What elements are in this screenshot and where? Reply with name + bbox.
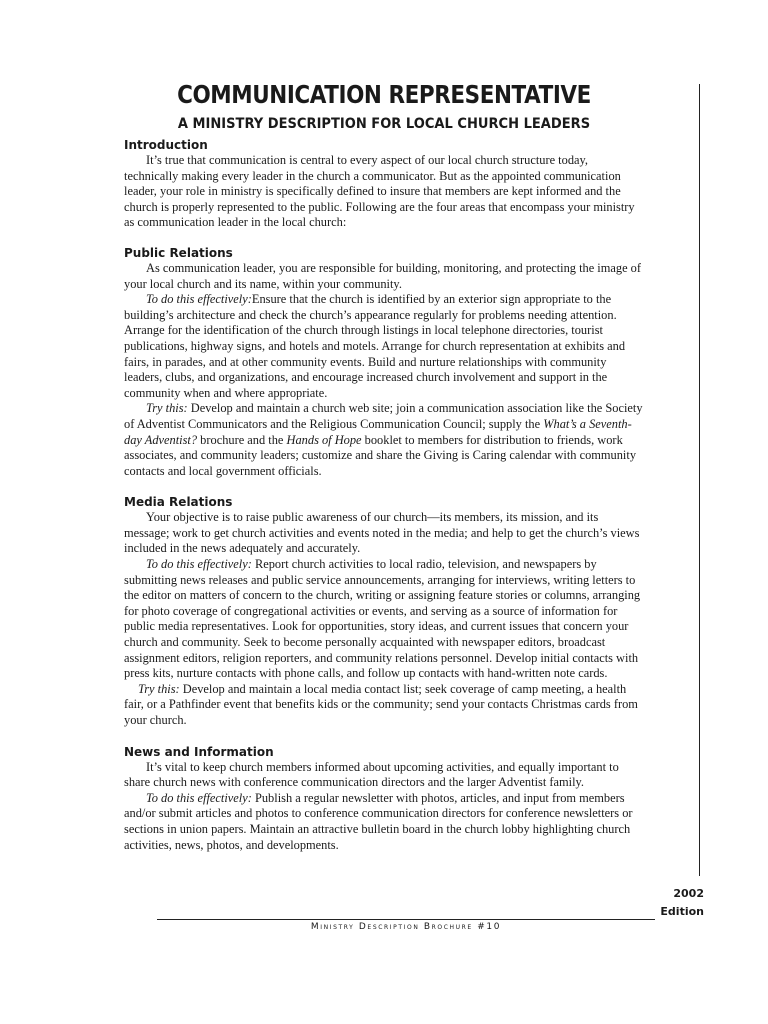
try-text: Develop and maintain a local media contact list; seek coverage of camp meeting, a health fair, or a Pathfinder event that benefits kids or the community; send your contacts Christmas cards from your church.	[124, 681, 638, 727]
booklet-title: Hands of Hope	[286, 432, 362, 447]
document-body	[124, 137, 644, 853]
edition-year: 2002	[673, 887, 704, 900]
todo-text: Ensure that the church is identified by an exterior sign appropriate to the building’s architecture and check the church’s appearance regularly for problems needing attention. Arrange for the identification of the church through listings in local telephone directories, tourist publications, highway signs, and hotels and motels. Arrange for church representation at exhibits and fairs, in parades, and at other community events. Build and nurture relationships with community leaders, clubs, and organizations, and encourage increased church involvement and support in the community when and where appropriate.	[124, 292, 626, 400]
public-relations-todo	[124, 292, 644, 401]
try-label: Try this:	[138, 681, 180, 696]
page-subtitle: A MINISTRY DESCRIPTION FOR LOCAL CHURCH LEADERS	[177, 116, 591, 132]
public-relations-intro: As communication leader, you are responsible for building, monitoring, and protecting the image of your local church and its name, within your community.	[124, 260, 642, 291]
try-text: booklet to members for distribution to friends, work associates, and community leaders; customize and share the Giving is Caring calendar with community contacts and local government officials.	[124, 432, 637, 478]
news-information-heading: News and Information	[124, 744, 274, 759]
news-information-todo	[124, 791, 644, 853]
media-relations-intro: Your objective is to raise public awareness of our church—its members, its mission, and its message; work to get church activities and events noted in the media; and help to get the church’s views included in the news adequately and accurately.	[124, 510, 640, 556]
news-information-intro: It’s vital to keep church members informed about upcoming activities, and equally important to share church news with conference communication directors and the larger Adventist family.	[124, 759, 619, 790]
media-relations-heading: Media Relations	[124, 495, 233, 510]
vertical-rule	[699, 84, 700, 876]
todo-text: Publish a regular newsletter with photos, articles, and input from members and/or submit articles and photos to conference communication directors for conference newsletters or sections in union papers. Maintain an attractive bulletin board in the church lobby highlighting church activities, news, photos, and developments.	[124, 790, 633, 852]
try-text: Develop and maintain a church web site; join a communication association like the Society of Adventist Communicators and the Religious Communication Council; supply the	[124, 401, 643, 431]
todo-label: To do this effectively:	[146, 292, 252, 307]
media-relations-todo	[124, 557, 644, 682]
introduction-text: It’s true that communication is central to every aspect of our local church structure today, technically making every leader in the church a communicator. But as the appointed communication leader, your role in ministry is specifically defined to insure that members are kept informed and the church is properly represented to the public. Following are the four areas that encompass your ministry as communication leader in the local church:	[124, 153, 635, 230]
try-label: Try this:	[146, 401, 188, 416]
todo-label: To do this effectively:	[146, 790, 252, 805]
public-relations-heading: Public Relations	[124, 245, 233, 260]
todo-label: To do this effectively:	[146, 557, 252, 572]
footer-caption: Ministry Description Brochure #10	[310, 922, 502, 932]
brochure-title: What’s a Seventh-day Adventist?	[124, 416, 632, 447]
public-relations-try	[124, 401, 644, 479]
footer-rule	[157, 919, 655, 920]
media-relations-try	[124, 682, 644, 729]
try-text: brochure and the	[197, 432, 287, 447]
edition-label: Edition	[660, 905, 704, 918]
introduction-heading: Introduction	[124, 138, 208, 152]
todo-text: Report church activities to local radio, television, and newspapers by submitting news releases and public service announcements, arranging for interviews, writing letters to the editor on matters of concern to the church, writing or assigning feature stories or columns, arranging for photo coverage of congregational activities or events, and serving as a source of information for public media representatives. Look for opportunities, story ideas, and current issues that concern your church and community. Seek to become personally acquainted with newspaper editors, broadcast assignment editors, religion reporters, and community relations personnel. Develop initial contacts with press kits, nurture contacts with phone calls, and follow up contacts with hand-written note cards.	[124, 557, 641, 681]
page-title: COMMUNICATION REPRESENTATIVE	[177, 80, 591, 109]
